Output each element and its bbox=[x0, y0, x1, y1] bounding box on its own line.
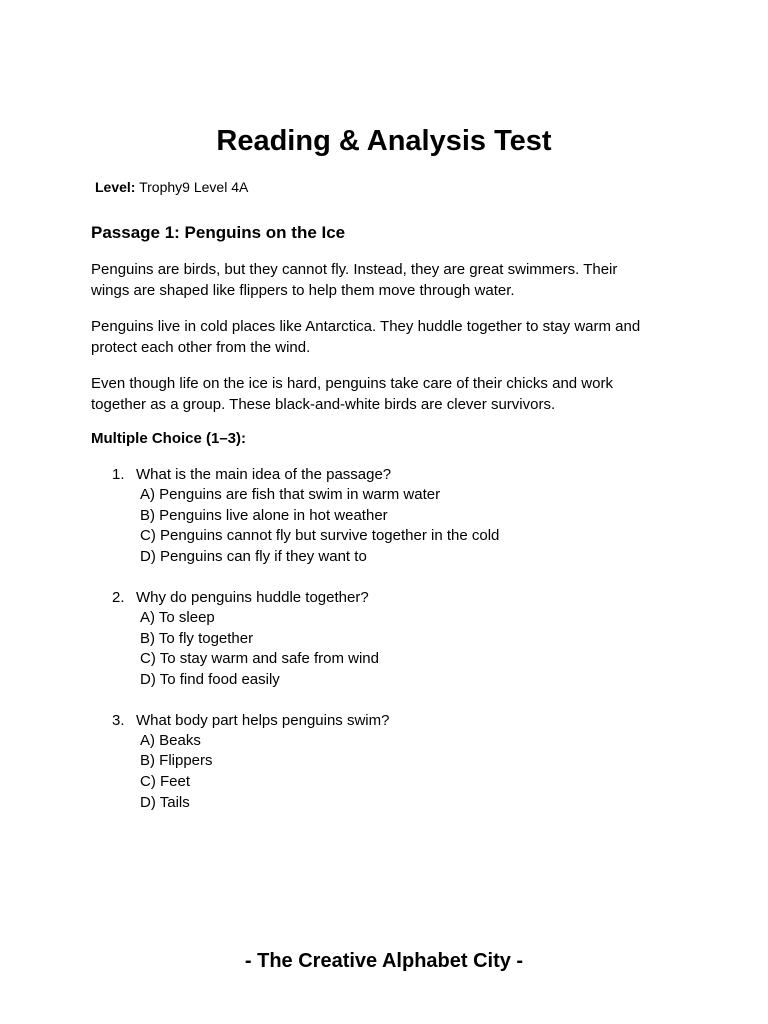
answer-option: B) Flippers bbox=[140, 752, 213, 770]
passage-paragraph-3: Even though life on the ice is hard, penguins take care of their chicks and work together as a group. These black-and-white birds are clever survivors. bbox=[91, 375, 613, 413]
answer-options bbox=[140, 608, 768, 691]
question-text: Why do penguins huddle together? bbox=[136, 588, 369, 606]
question-number: 3. bbox=[112, 711, 125, 729]
passage-paragraph-2: Penguins live in cold places like Antarctica. They huddle together to stay warm and protect each other from the wind. bbox=[91, 318, 641, 356]
answer-option: A) Beaks bbox=[140, 731, 201, 749]
answer-option: C) Feet bbox=[140, 773, 191, 791]
question-2 bbox=[0, 587, 768, 691]
answer-option: C) Penguins cannot fly but survive together in the cold bbox=[140, 527, 500, 545]
question-number: 2. bbox=[112, 588, 125, 606]
answer-options bbox=[140, 731, 768, 814]
level-label: Level: bbox=[95, 179, 136, 195]
footer-brand: - The Creative Alphabet City - bbox=[244, 950, 524, 972]
question-1 bbox=[0, 464, 768, 568]
question-3 bbox=[0, 710, 768, 814]
level-line bbox=[95, 178, 248, 196]
answer-options bbox=[140, 485, 768, 568]
question-number: 1. bbox=[112, 466, 125, 483]
answer-option: A) Penguins are fish that swim in warm water bbox=[140, 486, 441, 503]
question-text: What body part helps penguins swim? bbox=[136, 711, 390, 729]
answer-option: D) Tails bbox=[140, 793, 190, 811]
answer-option: C) To stay warm and safe from wind bbox=[140, 650, 379, 668]
level-value: Trophy9 Level 4A bbox=[135, 179, 249, 195]
passage-paragraph-1: Penguins are birds, but they cannot fly. Instead, they are great swimmers. Their wings are shaped like flippers to help them move through water. bbox=[91, 261, 618, 299]
answer-option: D) To find food easily bbox=[140, 670, 280, 688]
question-list bbox=[0, 464, 768, 832]
question-text: What is the main idea of the passage? bbox=[136, 466, 392, 483]
answer-option: B) To fly together bbox=[140, 629, 254, 647]
page-title: Reading & Analysis Test bbox=[216, 125, 552, 157]
passage-title: Passage 1: Penguins on the Ice bbox=[91, 223, 346, 242]
multiple-choice-heading: Multiple Choice (1–3): bbox=[91, 430, 247, 447]
answer-option: B) Penguins live alone in hot weather bbox=[140, 506, 388, 524]
answer-option: D) Penguins can fly if they want to bbox=[140, 548, 367, 566]
answer-option: A) To sleep bbox=[140, 608, 215, 626]
